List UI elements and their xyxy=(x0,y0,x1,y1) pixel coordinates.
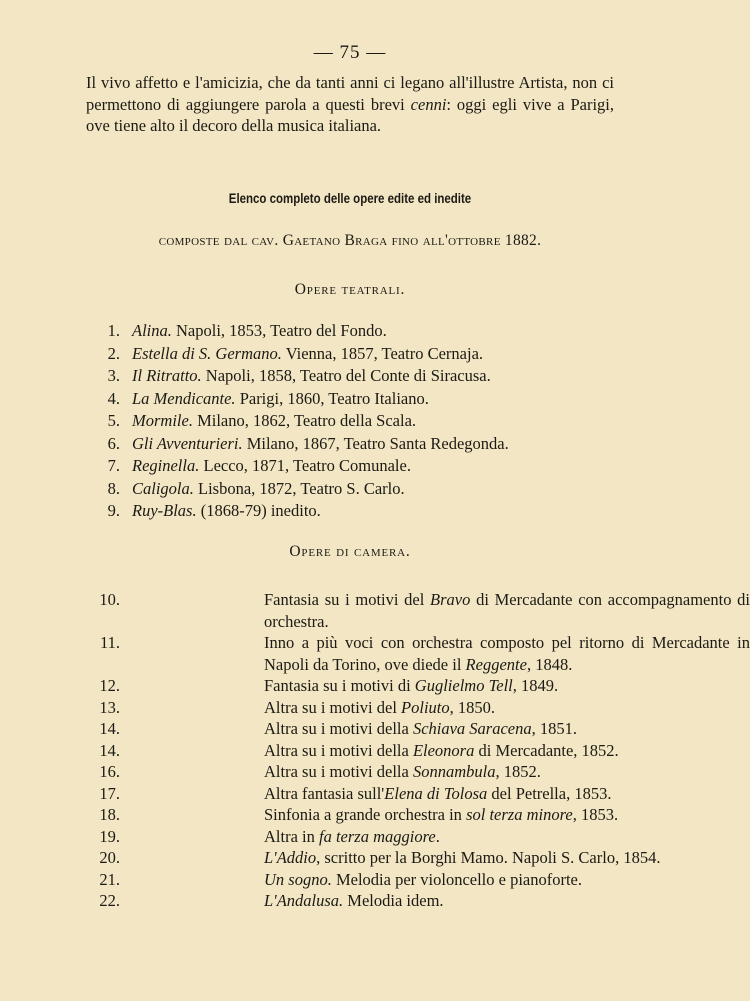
item-number: 13. xyxy=(99,697,120,717)
item-text: Ruy-Blas. (1868-79) inedito. xyxy=(132,501,321,520)
item-text: Alina. Napoli, 1853, Teatro del Fondo. xyxy=(132,321,387,340)
list-item xyxy=(0,343,700,366)
list-item xyxy=(0,783,700,805)
item-text: Altra in fa terza maggiore. xyxy=(264,826,440,846)
list-item xyxy=(0,500,700,523)
item-text: Fantasia su i motivi di Guglielmo Tell, 1849. xyxy=(264,676,559,695)
list-item xyxy=(0,455,700,478)
list-item xyxy=(0,320,700,343)
item-text: Mormile. Milano, 1862, Teatro della Scala. xyxy=(132,411,417,430)
item-text: Il Ritratto. Napoli, 1858, Teatro del Conte di Siracusa. xyxy=(132,366,491,385)
list-item xyxy=(0,478,700,501)
list-item xyxy=(0,433,700,456)
item-number: 10. xyxy=(99,590,120,609)
list-heading: Elenco completo delle opere edite ed inedite xyxy=(228,190,472,206)
item-text: L'Andalusa. Melodia idem. xyxy=(264,891,444,910)
item-number: 2. xyxy=(107,343,120,363)
item-number: 14. xyxy=(99,740,120,760)
item-text: Altra su i motivi del Poliuto, 1850. xyxy=(264,697,495,717)
item-text: Altra su i motivi della Schiava Saracena, 1851. xyxy=(264,719,577,738)
list-item xyxy=(0,388,700,411)
list-item xyxy=(0,589,750,632)
item-number: 16. xyxy=(99,762,120,781)
list-subheading: composte dal cav. Gaetano Braga fino all'ottobre 1882. xyxy=(158,232,542,249)
list-item xyxy=(0,869,700,891)
item-number: 20. xyxy=(99,848,120,867)
item-number: 3. xyxy=(107,366,120,385)
item-number: 7. xyxy=(107,456,120,475)
list-item xyxy=(0,804,700,826)
list-item xyxy=(0,632,750,675)
item-text: Inno a più voci con orchestra composto pel ritorno di Mercadante in Napoli da Torino, ove diede il Reggente, 1848. xyxy=(264,633,750,674)
item-number: 12. xyxy=(99,676,120,695)
list-item xyxy=(0,890,700,912)
item-text: Sinfonia a grande orchestra in sol terza minore, 1853. xyxy=(264,805,619,824)
item-number: 4. xyxy=(107,388,120,408)
list-item xyxy=(0,365,700,388)
list-item xyxy=(0,826,700,848)
theatre-works-list xyxy=(0,320,700,523)
item-number: 5. xyxy=(107,411,120,430)
item-text: L'Addio, scritto per la Borghi Mamo. Napoli S. Carlo, 1854. xyxy=(264,848,661,867)
item-text: Fantasia su i motivi del Bravo di Mercadante con accompagnamento di orchestra. xyxy=(264,590,750,631)
list-item xyxy=(0,847,700,869)
item-number: 9. xyxy=(107,501,120,520)
item-text: La Mendicante. Parigi, 1860, Teatro Italiano. xyxy=(132,388,429,408)
chamber-works-list xyxy=(0,589,750,912)
intro-text: Il vivo affetto e l'amicizia, che da tanti anni ci legano all'illustre Artista, non ci permettono di aggiungere parola a questi brevi cenni: oggi egli vive a Parigi, ove tiene alto il decoro della musica italiana. xyxy=(86,73,614,135)
list-item xyxy=(0,410,700,433)
item-text: Altra su i motivi della Sonnambula, 1852. xyxy=(264,762,541,781)
item-text: Altra su i motivi della Eleonora di Mercadante, 1852. xyxy=(264,740,619,760)
list-item xyxy=(0,761,700,783)
section-title-chamber: Opere di camera. xyxy=(289,543,411,560)
item-number: 22. xyxy=(99,891,120,910)
item-number: 17. xyxy=(99,783,120,803)
item-text: Gli Avventurieri. Milano, 1867, Teatro Santa Redegonda. xyxy=(132,433,509,453)
item-number: 14. xyxy=(99,719,120,738)
item-number: 18. xyxy=(99,805,120,824)
item-number: 19. xyxy=(99,826,120,846)
section-title-theatre: Opere teatrali. xyxy=(294,281,406,298)
item-number: 1. xyxy=(107,321,120,340)
intro-paragraph xyxy=(86,72,614,137)
item-number: 21. xyxy=(99,869,120,889)
list-item xyxy=(0,697,700,719)
list-item xyxy=(0,675,700,697)
page-number: — 75 — xyxy=(313,42,387,63)
item-number: 6. xyxy=(107,433,120,453)
item-text: Estella di S. Germano. Vienna, 1857, Teatro Cernaja. xyxy=(132,343,484,363)
list-item xyxy=(0,740,700,762)
item-text: Un sogno. Melodia per violoncello e pianoforte. xyxy=(264,869,583,889)
item-text: Reginella. Lecco, 1871, Teatro Comunale. xyxy=(132,456,411,475)
item-number: 8. xyxy=(107,478,120,498)
item-text: Altra fantasia sull'Elena di Tolosa del Petrella, 1853. xyxy=(264,783,612,803)
list-item xyxy=(0,718,700,740)
item-text: Caligola. Lisbona, 1872, Teatro S. Carlo. xyxy=(132,478,405,498)
item-number: 11. xyxy=(99,633,120,652)
